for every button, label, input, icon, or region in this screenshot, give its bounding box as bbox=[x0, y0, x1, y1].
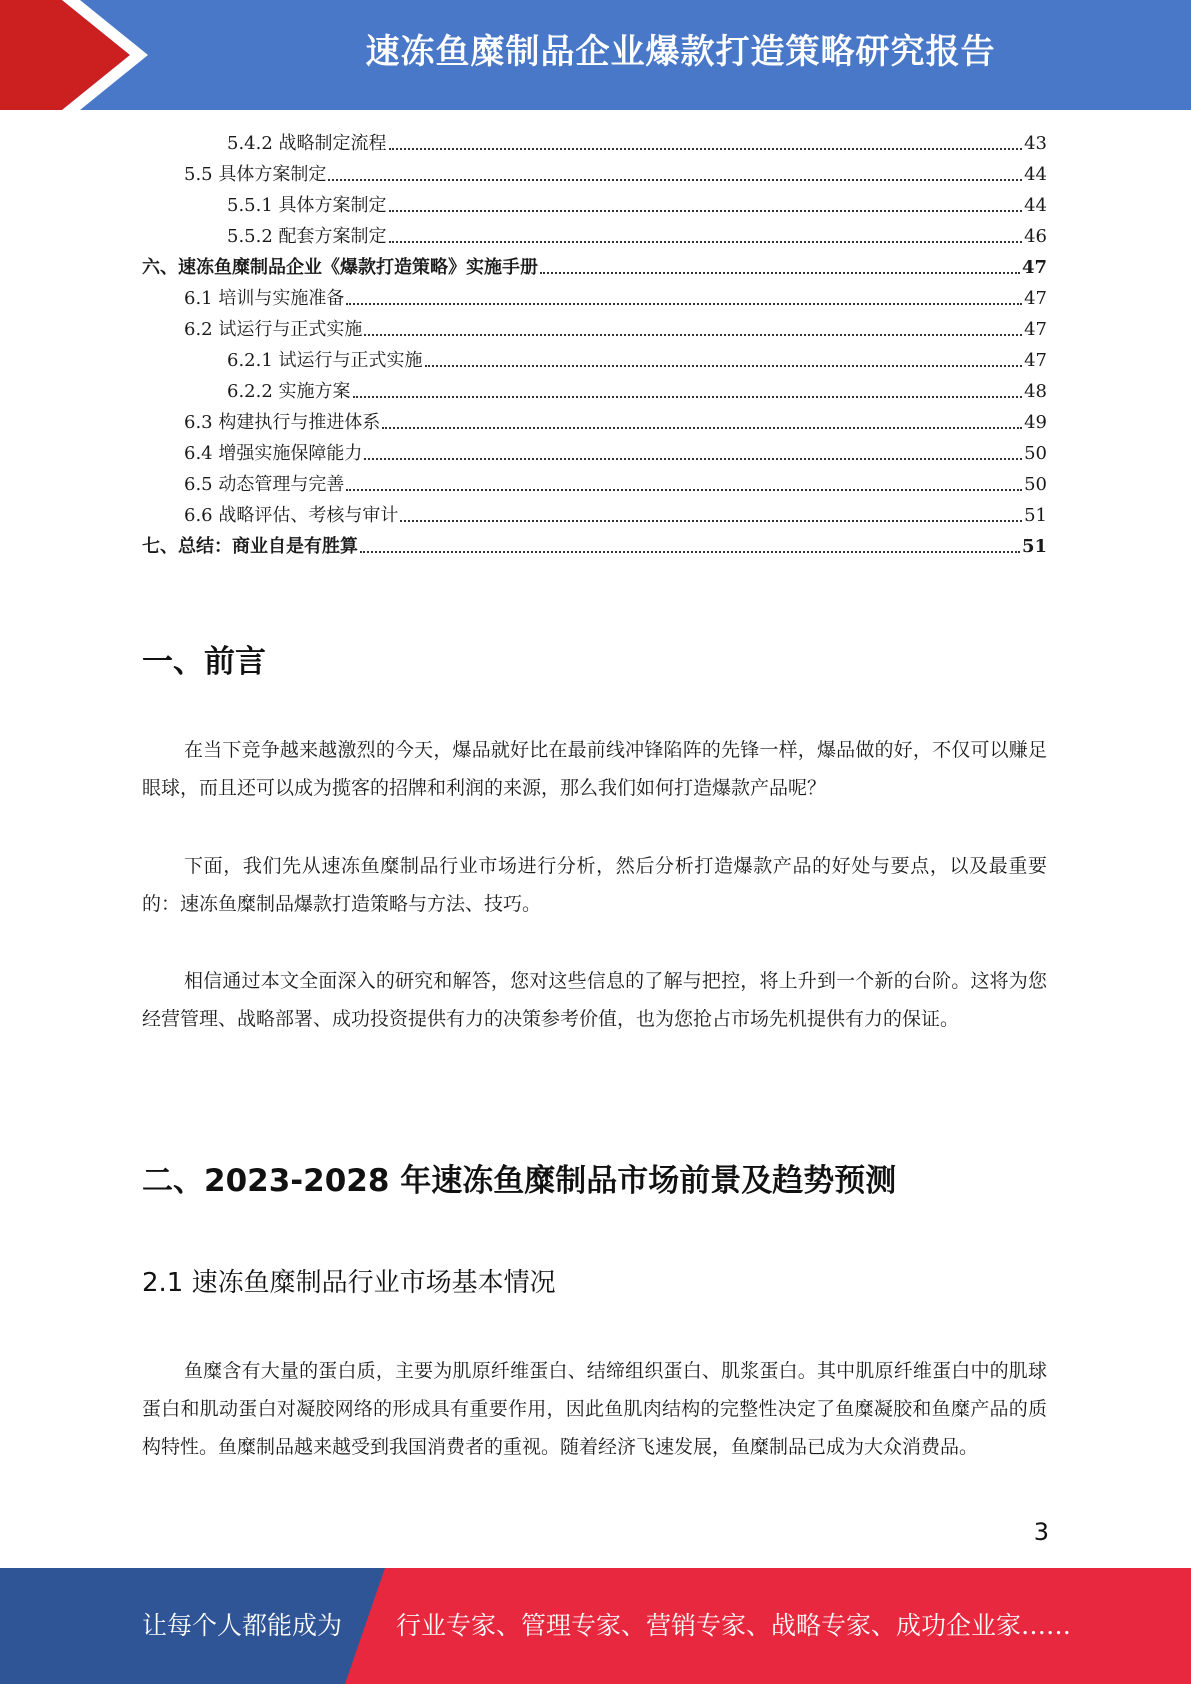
toc-entry-title: 六、速冻鱼糜制品企业《爆款打造策略》实施手册 bbox=[142, 257, 538, 278]
toc-entry-page: 50 bbox=[1024, 443, 1047, 464]
preface-paragraph-2: 下面，我们先从速冻鱼糜制品行业市场进行分析，然后分析打造爆款产品的好处与要点，以及最重要的：速冻鱼糜制品爆款打造策略与方法、技巧。 bbox=[142, 855, 1047, 915]
toc-entry-page: 43 bbox=[1024, 133, 1047, 154]
toc-entry[interactable] bbox=[142, 531, 1047, 562]
toc-dot-leader bbox=[400, 520, 1022, 522]
toc-entry[interactable] bbox=[142, 128, 1047, 159]
toc-dot-leader bbox=[540, 272, 1020, 274]
toc-entry-title: 5.4.2 战略制定流程 bbox=[227, 133, 387, 154]
toc-entry-title: 5.5 具体方案制定 bbox=[184, 164, 327, 185]
toc-entry[interactable] bbox=[142, 438, 1047, 469]
preface-paragraph-1: 在当下竞争越来越激烈的今天，爆品就好比在最前线冲锋陷阵的先锋一样，爆品做的好，不仅可以赚足眼球，而且还可以成为揽客的招牌和利润的来源，那么我们如何打造爆款产品呢？ bbox=[142, 739, 1047, 799]
toc-entry-page: 46 bbox=[1024, 226, 1047, 247]
toc-dot-leader bbox=[389, 148, 1023, 150]
toc-entry[interactable] bbox=[142, 190, 1047, 221]
toc-entry[interactable] bbox=[142, 221, 1047, 252]
toc-entry-title: 6.5 动态管理与完善 bbox=[184, 474, 345, 495]
toc-entry-page: 47 bbox=[1021, 257, 1047, 278]
toc-entry-title: 6.6 战略评估、考核与审计 bbox=[184, 505, 399, 526]
section-heading-preface: 一、前言 bbox=[142, 644, 266, 680]
toc-entry[interactable] bbox=[142, 407, 1047, 438]
toc-dot-leader bbox=[328, 179, 1022, 181]
toc-entry-title: 6.2.1 试运行与正式实施 bbox=[227, 350, 423, 371]
page-footer bbox=[0, 1568, 1191, 1684]
toc-entry-page: 48 bbox=[1024, 381, 1047, 402]
toc-dot-leader bbox=[364, 334, 1022, 336]
toc-entry-title: 6.2.2 实施方案 bbox=[227, 381, 351, 402]
toc-entry-title: 5.5.2 配套方案制定 bbox=[227, 226, 387, 247]
toc-dot-leader bbox=[346, 489, 1022, 491]
toc-entry-title: 5.5.1 具体方案制定 bbox=[227, 195, 387, 216]
page-number: 3 bbox=[1033, 1518, 1049, 1546]
toc-entry-title: 6.4 增强实施保障能力 bbox=[184, 443, 363, 464]
toc-dot-leader bbox=[389, 241, 1023, 243]
header-arrow-decoration bbox=[0, 0, 160, 110]
page-header bbox=[0, 0, 1191, 110]
toc-entry-page: 44 bbox=[1024, 195, 1047, 216]
footer-slogan-right: 行业专家、管理专家、营销专家、战略专家、成功企业家…… bbox=[396, 1611, 1072, 1640]
subsection-heading-2-1: 2.1 速冻鱼糜制品行业市场基本情况 bbox=[142, 1268, 556, 1298]
toc-entry[interactable] bbox=[142, 376, 1047, 407]
toc-entry-title: 6.2 试运行与正式实施 bbox=[184, 319, 363, 340]
toc-entry[interactable] bbox=[142, 345, 1047, 376]
toc-dot-leader bbox=[425, 365, 1023, 367]
toc-entry[interactable] bbox=[142, 500, 1047, 531]
toc-entry[interactable] bbox=[142, 159, 1047, 190]
toc-entry[interactable] bbox=[142, 469, 1047, 500]
toc-entry-page: 44 bbox=[1024, 164, 1047, 185]
report-title: 速冻鱼糜制品企业爆款打造策略研究报告 bbox=[365, 32, 996, 72]
toc-dot-leader bbox=[364, 458, 1022, 460]
toc-dot-leader bbox=[353, 396, 1023, 398]
market-paragraph: 鱼糜含有大量的蛋白质，主要为肌原纤维蛋白、结缔组织蛋白、肌浆蛋白。其中肌原纤维蛋白中的肌球蛋白和肌动蛋白对凝胶网络的形成具有重要作用，因此鱼肌肉结构的完整性决定了鱼糜凝胶和鱼糜产品的质构特性。鱼糜制品越来越受到我国消费者的重视。随着经济飞速发展，鱼糜制品已成为大众消费品。 bbox=[142, 1360, 1047, 1458]
toc-dot-leader bbox=[360, 551, 1020, 553]
toc-entry-page: 50 bbox=[1024, 474, 1047, 495]
toc-entry-page: 47 bbox=[1024, 288, 1047, 309]
toc-entry-page: 47 bbox=[1024, 319, 1047, 340]
preface-paragraph-3: 相信通过本文全面深入的研究和解答，您对这些信息的了解与把控，将上升到一个新的台阶。这将为您经营管理、战略部署、成功投资提供有力的决策参考价值，也为您抢占市场先机提供有力的保证。 bbox=[142, 970, 1047, 1030]
toc-dot-leader bbox=[382, 427, 1022, 429]
toc-entry-title: 6.3 构建执行与推进体系 bbox=[184, 412, 381, 433]
footer-slogan-left: 让每个人都能成为 bbox=[142, 1611, 343, 1640]
table-of-contents bbox=[142, 128, 1047, 562]
toc-entry-page: 47 bbox=[1024, 350, 1047, 371]
toc-entry-title: 七、总结：商业自是有胜算 bbox=[142, 536, 358, 557]
toc-entry-title: 6.1 培训与实施准备 bbox=[184, 288, 345, 309]
toc-entry[interactable] bbox=[142, 252, 1047, 283]
toc-dot-leader bbox=[389, 210, 1023, 212]
toc-entry[interactable] bbox=[142, 283, 1047, 314]
toc-entry-page: 51 bbox=[1024, 505, 1047, 526]
toc-entry-page: 51 bbox=[1021, 536, 1047, 557]
toc-dot-leader bbox=[346, 303, 1022, 305]
toc-entry[interactable] bbox=[142, 314, 1047, 345]
section-heading-market-outlook: 二、2023-2028 年速冻鱼糜制品市场前景及趋势预测 bbox=[142, 1163, 897, 1199]
toc-entry-page: 49 bbox=[1024, 412, 1047, 433]
